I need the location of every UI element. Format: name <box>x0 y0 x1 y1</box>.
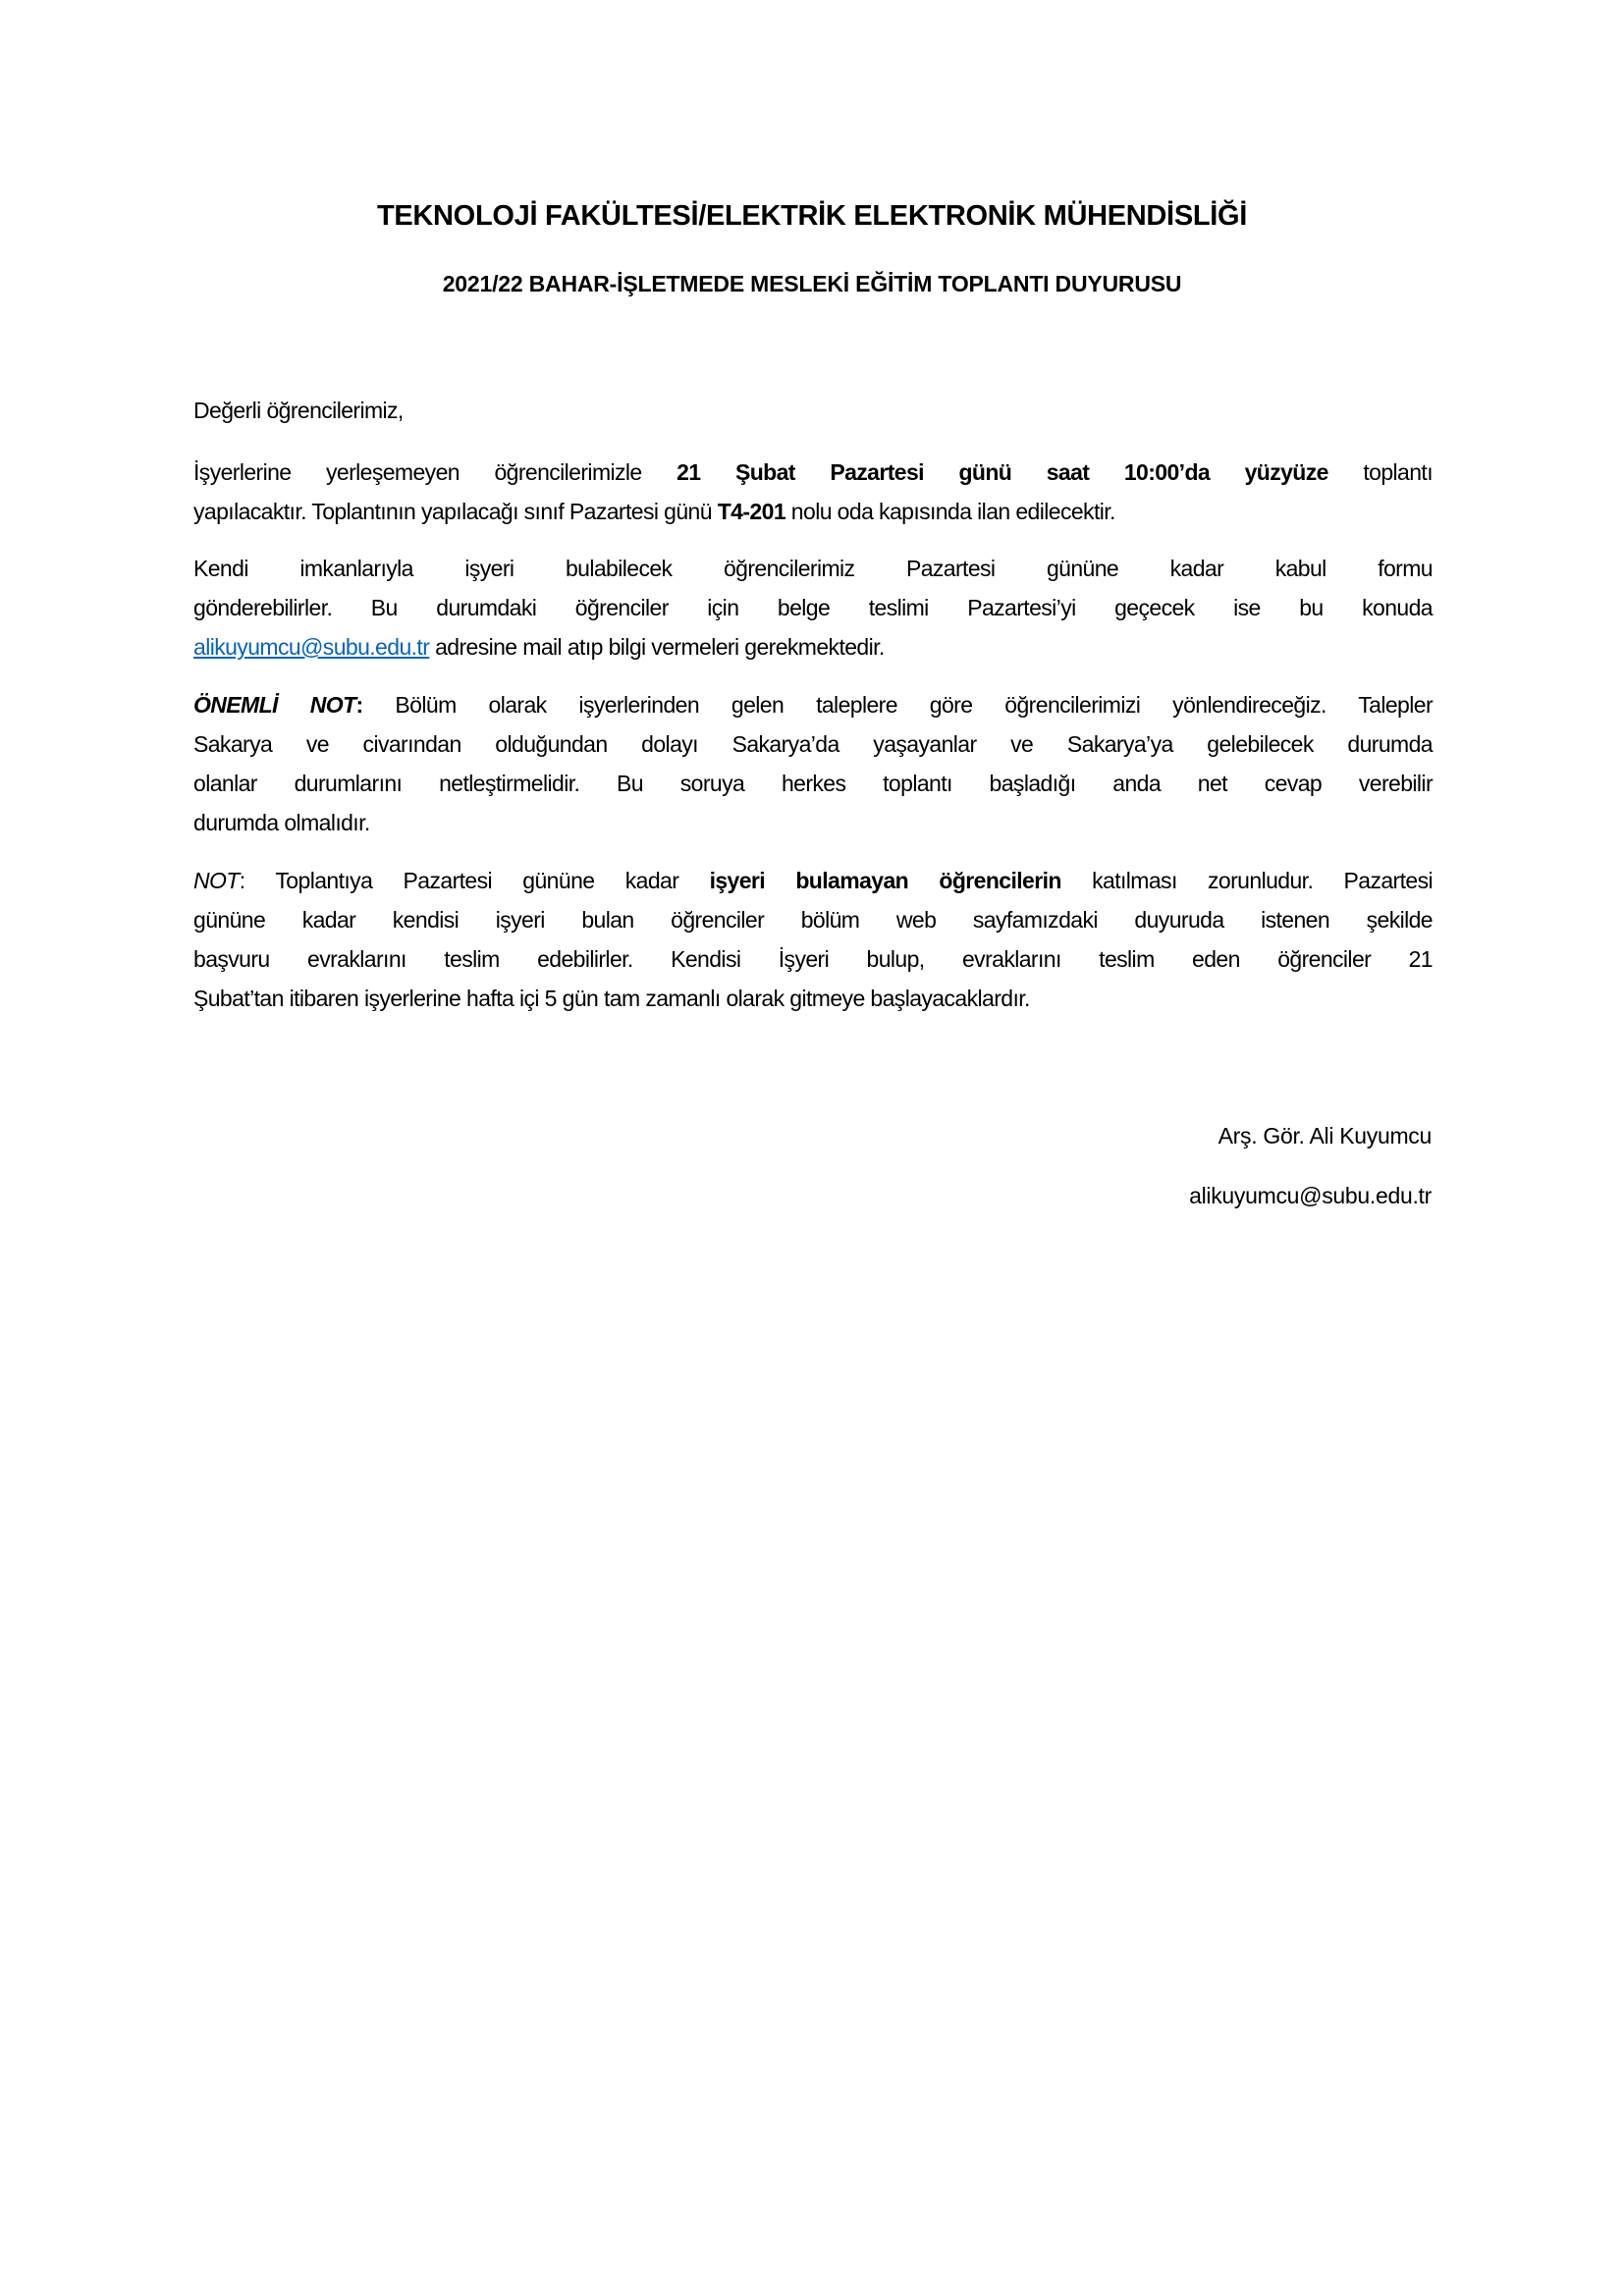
text: : Toplantıya Pazartesi gününe kadar <box>239 868 710 893</box>
paragraph-line: olanlar durumlarını netleştirmelidir. Bu soruya herkes toplantı başladığı anda net cevap verebilir <box>193 771 1433 796</box>
paragraph-line: başvuru evraklarını teslim edebilirler. Kendisi İşyeri bulup, evraklarını teslim eden öğrenciler 21 <box>193 946 1433 972</box>
note-label: NOT <box>193 868 240 893</box>
paragraph-line: Kendi imkanlarıyla işyeri bulabilecek öğrencilerimiz Pazartesi gününe kadar kabul formu <box>193 556 1433 581</box>
paragraph-line <box>193 627 1433 667</box>
email-link[interactable]: alikuyumcu@subu.edu.tr <box>193 634 430 660</box>
text: İşyerlerine yerleşemeyen öğrencilerimizle <box>193 459 677 485</box>
signature-email: alikuyumcu@subu.edu.tr <box>1189 1183 1432 1208</box>
paragraph-line <box>193 453 1433 492</box>
text: adresine mail atıp bilgi vermeleri gerekmektedir. <box>429 634 885 660</box>
paragraph-line: Şubat’tan itibaren işyerlerine hafta içi 5 gün tam zamanlı olarak gitmeye başlayacaklardır. <box>193 986 1030 1011</box>
document-title: TEKNOLOJİ FAKÜLTESİ/ELEKTRİK ELEKTRONİK MÜHENDİSLİĞİ <box>376 200 1248 232</box>
paragraph-own-workplace <box>193 549 1433 667</box>
signature-name: Arş. Gör. Ali Kuyumcu <box>1218 1123 1432 1148</box>
paragraph-note <box>193 861 1433 1018</box>
paragraph-line: gününe kadar kendisi işyeri bulan öğrenciler bölüm web sayfamızdaki duyuruda istenen şekilde <box>193 907 1433 933</box>
text: : <box>355 692 363 718</box>
bold-meeting-date: 21 Şubat Pazartesi günü saat 10:00’da yüzyüze <box>677 459 1328 485</box>
paragraph-line <box>193 861 1433 900</box>
text: katılması zorunludur. Pazartesi <box>1060 868 1433 893</box>
text: nolu oda kapısında ilan edilecektir. <box>785 499 1115 524</box>
paragraph-important-note <box>193 685 1433 842</box>
paragraph-line: Sakarya ve civarından olduğundan dolayı Sakarya’da yaşayanlar ve Sakarya’ya gelebilecek durumda <box>193 731 1433 757</box>
text: toplantı <box>1327 459 1433 485</box>
text: Bölüm olarak işyerlerinden gelen taleplere göre öğrencilerimizi yönlendireceğiz. Talepler <box>362 692 1433 718</box>
text: yapılacaktır. Toplantının yapılacağı sınıf Pazartesi günü <box>193 499 718 524</box>
bold-required: işyeri bulamayan öğrencilerin <box>709 868 1061 893</box>
important-note-label: ÖNEMLİ NOT <box>193 692 356 718</box>
greeting-text: Değerli öğrencilerimiz, <box>193 398 404 423</box>
bold-room: T4-201 <box>717 499 786 524</box>
paragraph-line <box>193 685 1433 724</box>
paragraph-line: durumda olmalıdır. <box>193 810 370 835</box>
greeting <box>193 391 1433 430</box>
paragraph-line <box>193 492 1433 531</box>
document-subtitle: 2021/22 BAHAR-İŞLETMEDE MESLEKİ EĞİTİM TOPLANTI DUYURUSU <box>442 271 1182 296</box>
paragraph-line: gönderebilirler. Bu durumdaki öğrenciler için belge teslimi Pazartesi’yi geçecek ise bu konuda <box>193 595 1433 620</box>
paragraph-meeting <box>193 453 1433 531</box>
